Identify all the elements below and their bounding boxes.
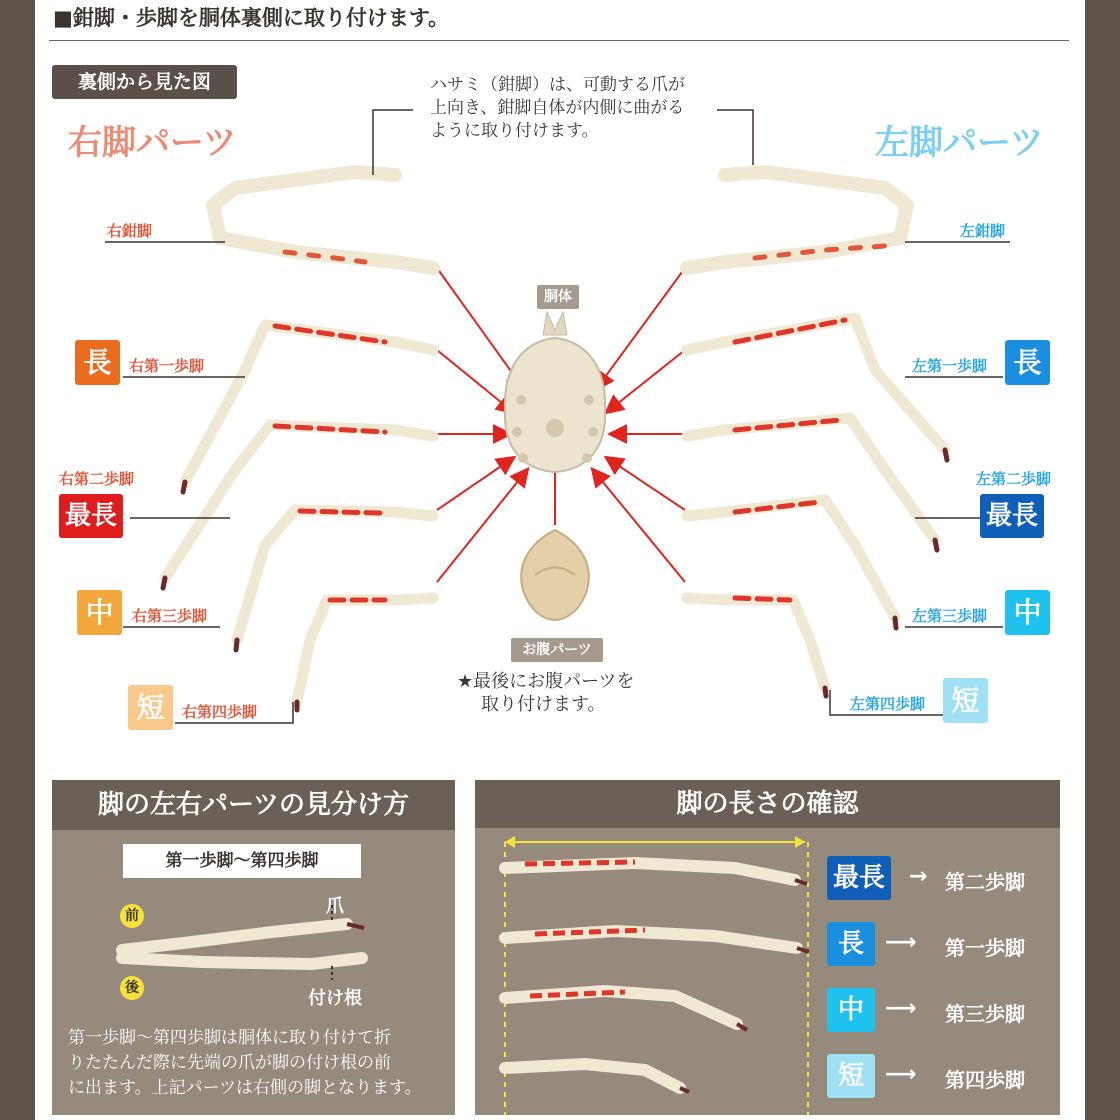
root-label: 付け根: [308, 988, 362, 1009]
arrow-icon: ⟶: [885, 996, 917, 1021]
abdomen-part: [521, 530, 589, 620]
left-leg3-label: 左第三歩脚: [912, 607, 988, 625]
right-leg2-label: 右第二歩脚: [59, 470, 135, 488]
final-note: ★最後にお腹パーツを 取り付けます。: [457, 671, 635, 715]
badge-longest-left: 最長: [980, 494, 1044, 538]
leg-name: 第一歩脚: [945, 936, 1025, 960]
arrow-icon: →: [909, 864, 928, 889]
right-legs: [163, 172, 433, 710]
arrow-icon: ⟶: [885, 1062, 917, 1087]
leg-length-title: 脚の長さの確認: [475, 780, 1060, 828]
left-legs: [687, 172, 947, 696]
abdomen-label: お腹パーツ: [511, 638, 603, 662]
leg-name: 第三歩脚: [945, 1002, 1025, 1026]
badge-mid-right: 中: [77, 590, 122, 635]
left-leg1-label: 左第一歩脚: [912, 357, 988, 375]
badge-long-left: 長: [1005, 340, 1050, 385]
right-leg3-label: 右第三歩脚: [132, 607, 208, 625]
left-leg2-label: 左第二歩脚: [976, 470, 1052, 488]
claw-label: 爪: [326, 896, 344, 917]
badge-longest: 最長: [827, 856, 891, 900]
body-label: 胴体: [537, 285, 579, 309]
badge-mid-left: 中: [1005, 590, 1050, 635]
leg-name: 第四歩脚: [945, 1068, 1025, 1092]
front-marker: 前: [120, 904, 144, 928]
left-claw-label: 左鉗脚: [960, 222, 1006, 240]
badge-longest-right: 最長: [59, 494, 123, 538]
claw-orientation-note: ハサミ（鉗脚）は、可動する爪が 上向き、鉗脚自体が内側に曲がる ように取り付けます。: [430, 75, 685, 141]
badge-short: 短: [827, 1054, 875, 1098]
right-parts-title: 右脚パーツ: [68, 123, 237, 163]
right-claw-label: 右鉗脚: [107, 222, 153, 240]
view-label: 裏側から見た図: [52, 65, 237, 99]
identification-description: 第一歩脚〜第四歩脚は胴体に取り付けて折 りたたんだ際に先端の爪が脚の付け根の前 に出ます。上記パーツは右側の脚となります。: [68, 1028, 422, 1098]
right-leg1-label: 右第一歩脚: [129, 357, 205, 375]
page-title: ■鉗脚・歩脚を胴体裏側に取り付けます。: [53, 6, 450, 30]
left-right-identification-box: [52, 780, 455, 1115]
leg-length-illustration: [475, 828, 815, 1115]
leg-name: 第二歩脚: [945, 870, 1025, 894]
badge-long-right: 長: [75, 340, 120, 385]
arrow-icon: ⟶: [885, 930, 917, 955]
back-marker: 後: [120, 976, 144, 1000]
leg-length-box: [475, 780, 1060, 1115]
badge-short-right: 短: [128, 685, 173, 730]
identification-subtitle: 第一歩脚〜第四歩脚: [123, 844, 361, 878]
page: [35, 0, 1085, 1120]
left-leg4-label: 左第四歩脚: [850, 695, 926, 713]
right-leg4-label: 右第四歩脚: [182, 703, 258, 721]
badge-short-left: 短: [943, 678, 988, 723]
identification-title: 脚の左右パーツの見分け方: [52, 780, 455, 830]
left-parts-title: 左脚パーツ: [875, 123, 1044, 163]
badge-mid: 中: [827, 988, 875, 1032]
badge-long: 長: [827, 922, 875, 966]
crab-body: [505, 312, 605, 472]
